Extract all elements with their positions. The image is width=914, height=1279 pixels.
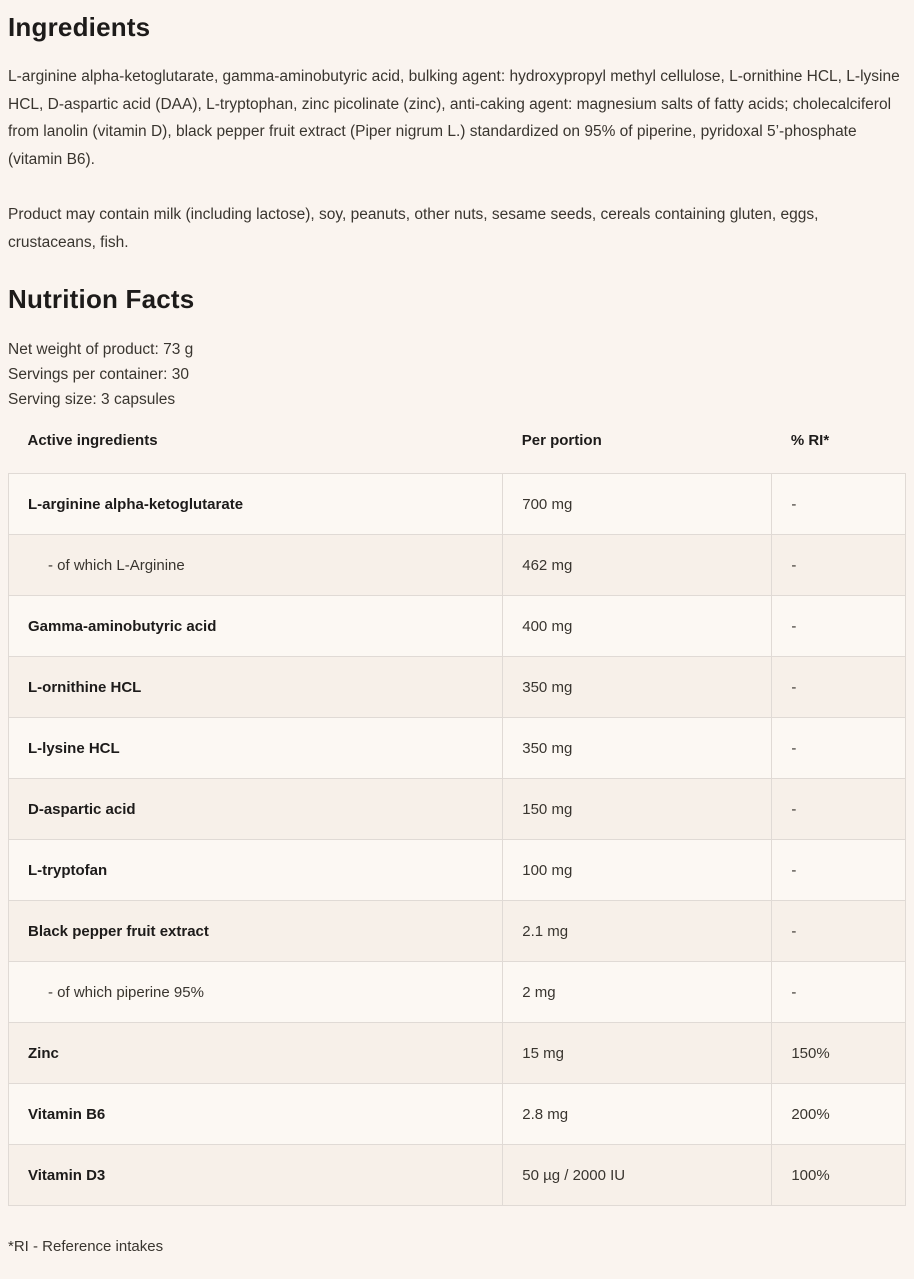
ri-cell: - [772,840,906,901]
per-portion-cell: 400 mg [503,596,772,657]
ri-cell: - [772,901,906,962]
ri-cell: - [772,474,906,535]
ingredient-name-cell: L-tryptofan [9,840,503,901]
ingredient-name-cell: L-ornithine HCL [9,657,503,718]
ingredient-name-cell: L-arginine alpha-ketoglutarate [9,474,503,535]
header-ri: % RI* [790,432,830,449]
ingredient-name-cell: - of which L-Arginine [9,535,503,596]
per-portion-cell: 15 mg [503,1023,772,1084]
ingredients-section [8,12,906,256]
table-row [9,1023,906,1084]
per-portion-cell: 50 µg / 2000 IU [503,1145,772,1206]
ingredient-name-cell: Black pepper fruit extract [9,901,503,962]
nutrition-table-body [9,474,906,1206]
per-portion-cell: 700 mg [503,474,772,535]
table-row [9,962,906,1023]
ingredient-name-cell: Zinc [9,1023,503,1084]
allergens-paragraph: Product may contain milk (including lactose), soy, peanuts, other nuts, sesame seeds, cereals containing gluten, eggs, crustaceans, fish. [8,206,819,251]
table-row [9,474,906,535]
ingredient-name-cell: Gamma-aminobutyric acid [9,596,503,657]
per-portion-cell: 350 mg [503,718,772,779]
per-portion-cell: 462 mg [503,535,772,596]
ri-cell: 100% [772,1145,906,1206]
table-row [9,1084,906,1145]
ri-cell: - [772,596,906,657]
header-active-ingredients: Active ingredients [27,432,158,449]
ingredient-name-cell: L-lysine HCL [9,718,503,779]
header-row [9,432,906,474]
serving-size-line: Serving size: 3 capsules [8,391,176,408]
table-row [9,779,906,840]
table-row [9,1145,906,1206]
ri-cell: - [772,962,906,1023]
per-portion-cell: 2 mg [503,962,772,1023]
ri-cell: - [772,779,906,840]
nutrition-meta [8,337,906,412]
ingredient-name-cell: D-aspartic acid [9,779,503,840]
per-portion-cell: 2.1 mg [503,901,772,962]
nutrition-facts-section [8,284,906,1255]
table-row [9,840,906,901]
nutrition-facts-title: Nutrition Facts [8,284,195,314]
ri-cell: - [772,657,906,718]
table-row [9,657,906,718]
per-portion-cell: 350 mg [503,657,772,718]
per-portion-cell: 150 mg [503,779,772,840]
table-row [9,535,906,596]
per-portion-cell: 2.8 mg [503,1084,772,1145]
net-weight-line: Net weight of product: 73 g [8,341,194,358]
ri-cell: - [772,718,906,779]
servings-per-container-line: Servings per container: 30 [8,366,189,383]
table-row [9,718,906,779]
reference-intakes-note: *RI - Reference intakes [8,1238,164,1255]
table-row [9,901,906,962]
ingredient-name-cell: Vitamin B6 [9,1084,503,1145]
ri-cell: - [772,535,906,596]
nutrition-table [8,432,906,1206]
ingredient-name-cell: Vitamin D3 [9,1145,503,1206]
ingredients-title: Ingredients [8,12,151,42]
ingredient-name-cell: - of which piperine 95% [9,962,503,1023]
nutrition-table-header [9,432,906,474]
per-portion-cell: 100 mg [503,840,772,901]
header-per-portion: Per portion [521,432,602,449]
table-row [9,596,906,657]
ingredients-composition-paragraph: L-arginine alpha-ketoglutarate, gamma-aminobutyric acid, bulking agent: hydroxypropyl methyl cellulose, L-ornithine HCL, L-lysine HCL, D-aspartic acid (DAA), L-tryptophan, zinc picolinate (zinc), anti-caking agent: magnesium salts of fatty acids; cholecalciferol from lanolin (vitamin D), black pepper fruit extract (Piper nigrum L.) standardized on 95% of piperine, pyridoxal 5’-phosphate (vitamin B6). [8,68,900,168]
ri-cell: 150% [772,1023,906,1084]
ri-cell: 200% [772,1084,906,1145]
